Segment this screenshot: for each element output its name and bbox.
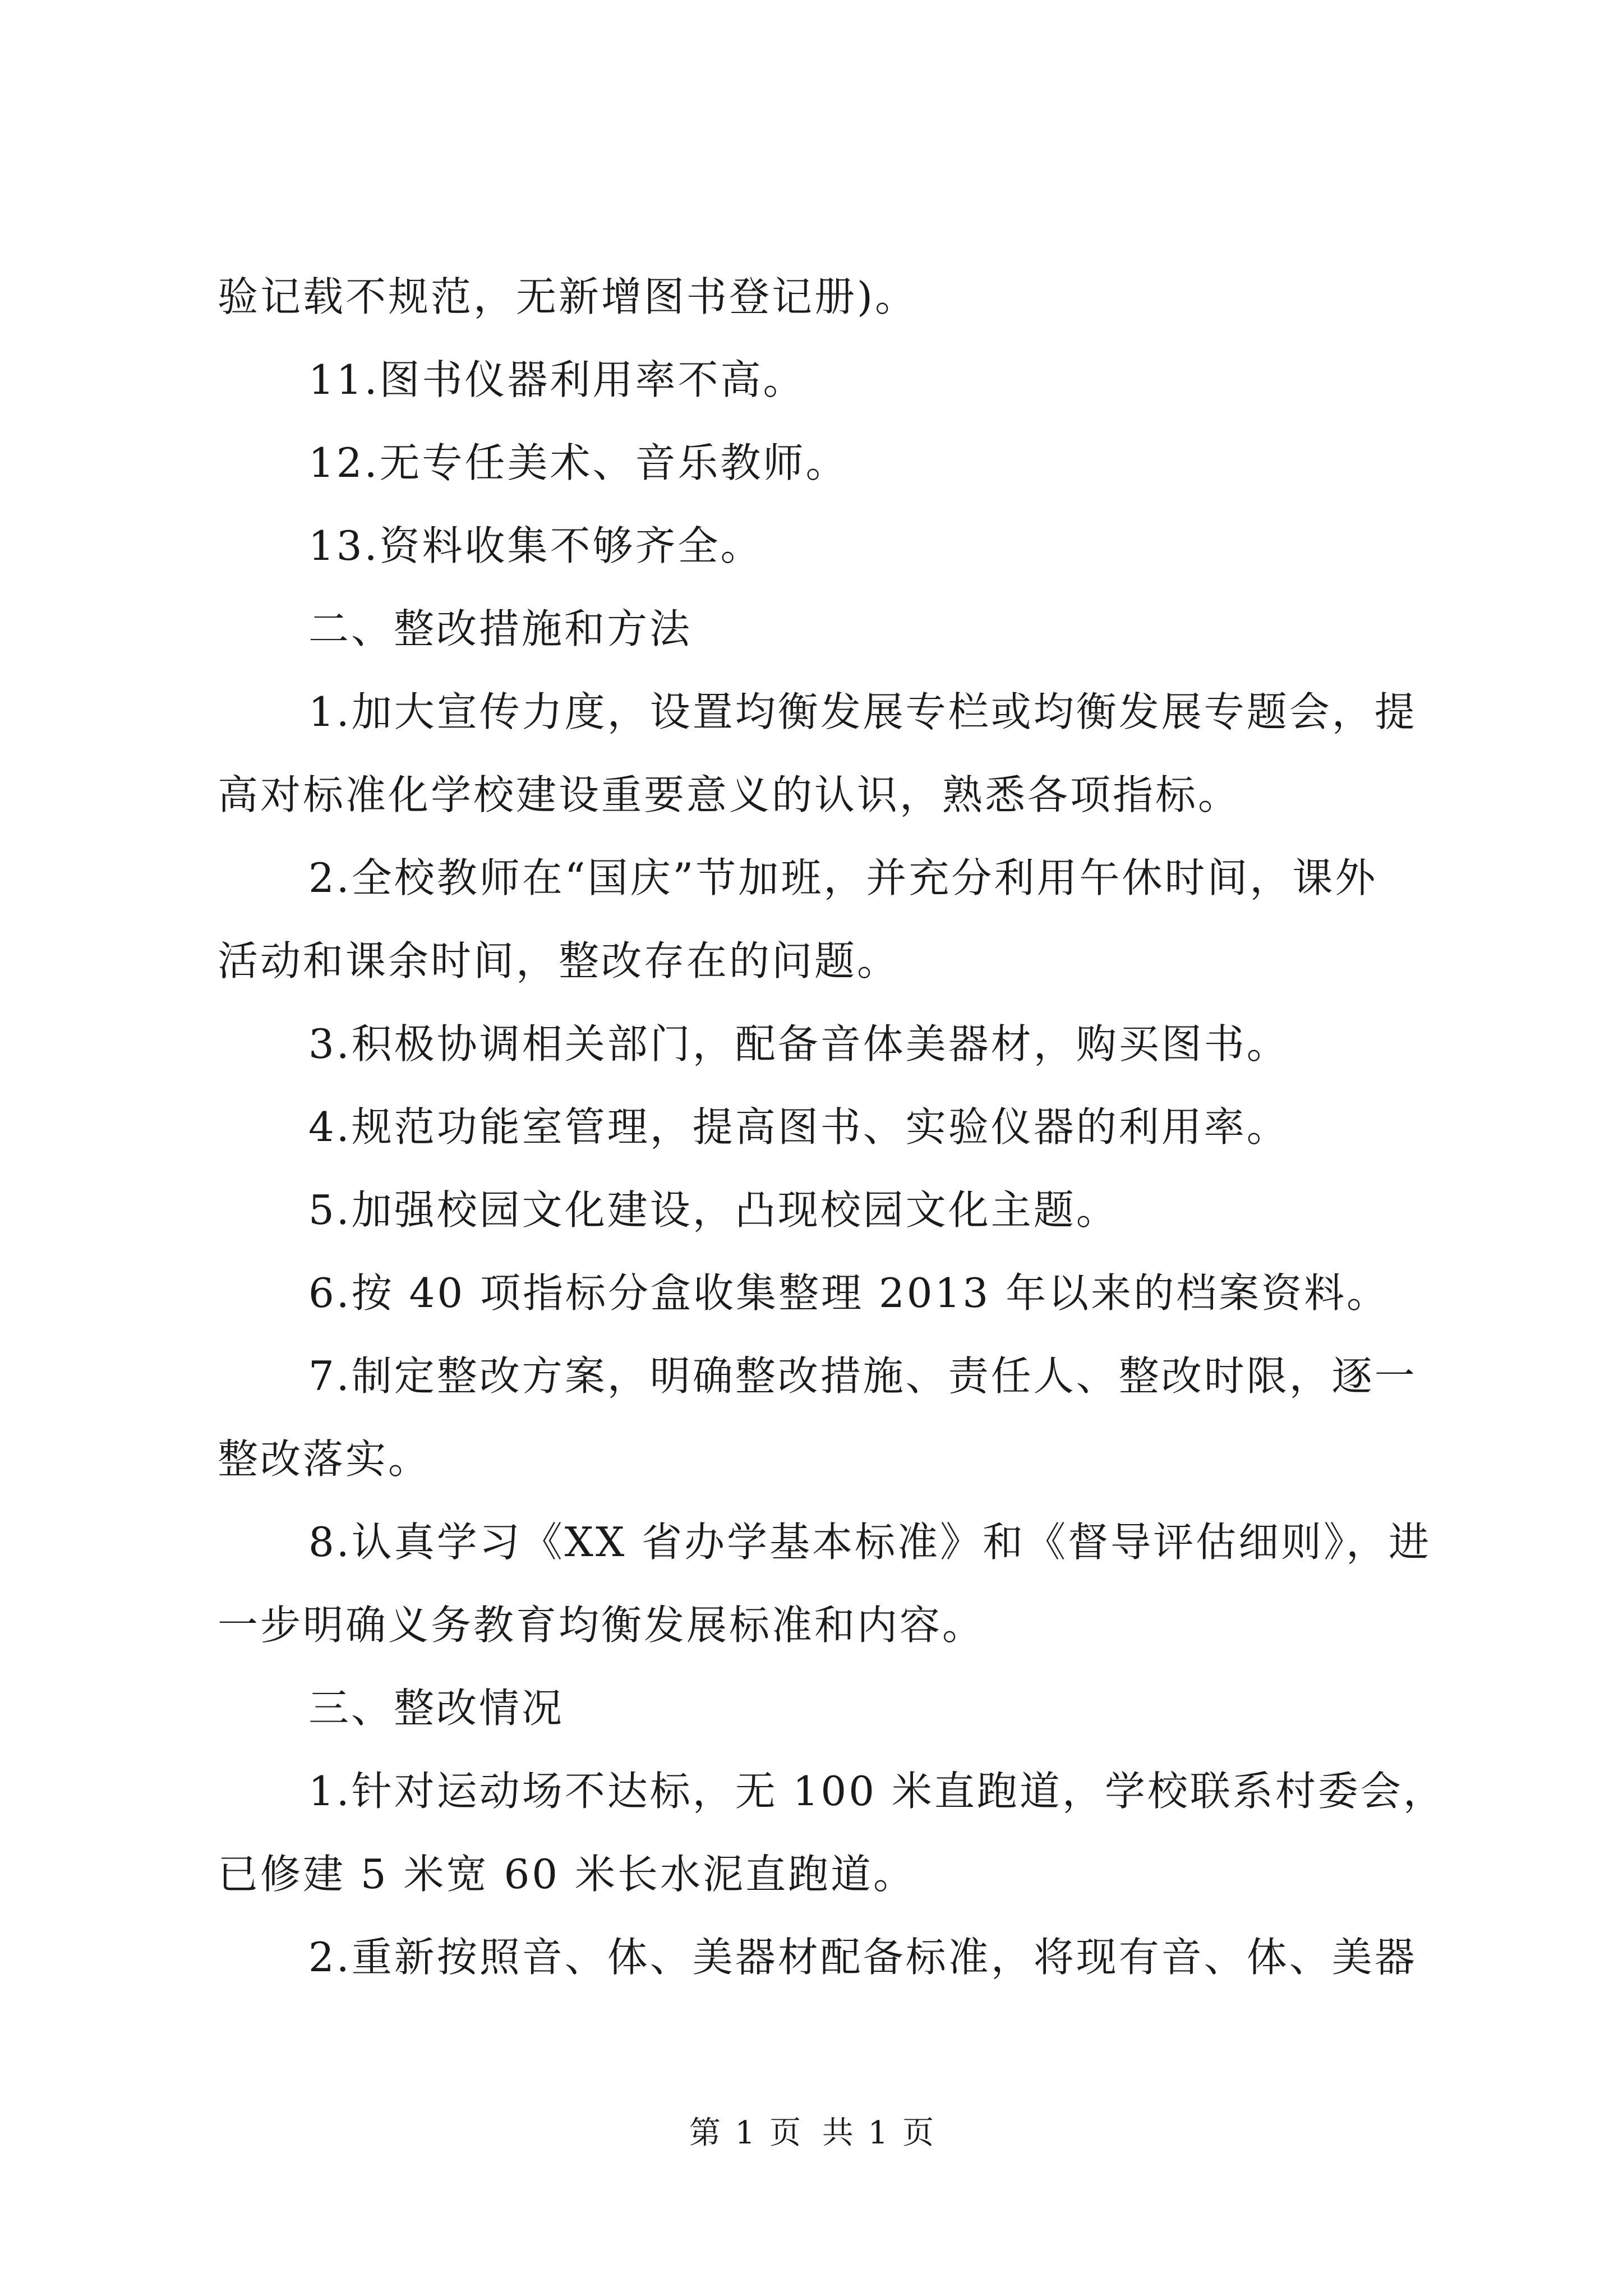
text-line: 高对标准化学校建设重要意义的认识，熟悉各项指标。 xyxy=(218,771,1241,818)
page-number: 第 1 页 xyxy=(689,2115,801,2151)
text-line: 8.认真学习《XX 省办学基本标准》和《督导评估细则》，进 xyxy=(308,1519,1432,1566)
text-line: 4.规范功能室管理，提高图书、实验仪器的利用率。 xyxy=(308,1103,1289,1151)
text-line: 12.无专任美术、音乐教师。 xyxy=(308,439,849,486)
text-line: 11.图书仪器利用率不高。 xyxy=(308,356,806,403)
section-heading: 三、整改情况 xyxy=(308,1685,565,1732)
text-line: 已修建 5 米宽 60 米长水泥直跑道。 xyxy=(218,1851,916,1898)
text-line: 6.按 40 项指标分盒收集整理 2013 年以来的档案资料。 xyxy=(308,1269,1390,1317)
text-line: 一步明确义务教育均衡发展标准和内容。 xyxy=(218,1602,985,1649)
section-heading: 二、整改措施和方法 xyxy=(308,605,693,652)
text-line: 2.全校教师在“国庆”节加班，并充分利用午休时间，课外 xyxy=(308,854,1378,901)
text-line: 1.针对运动场不达标，无 100 米直跑道，学校联系村委会， xyxy=(308,1768,1446,1815)
text-line: 整改落实。 xyxy=(218,1435,431,1483)
text-line: 3.积极协调相关部门，配备音体美器材，购买图书。 xyxy=(308,1020,1289,1068)
text-line: 1.加大宣传力度，设置均衡发展专栏或均衡发展专题会，提 xyxy=(308,688,1417,735)
page-footer xyxy=(0,2114,1623,2153)
page-total: 共 1 页 xyxy=(822,2115,934,2151)
text-line: 13.资料收集不够齐全。 xyxy=(308,522,763,569)
text-line: 验记载不规范，无新增图书登记册)。 xyxy=(218,273,918,320)
document-body xyxy=(218,255,1446,1999)
text-line: 2.重新按照音、体、美器材配备标准，将现有音、体、美器 xyxy=(308,1934,1417,1981)
text-line: 5.加强校园文化建设，凸现校园文化主题。 xyxy=(308,1186,1119,1234)
text-line: 7.制定整改方案，明确整改措施、责任人、整改时限，逐一 xyxy=(308,1352,1417,1400)
text-line: 活动和课余时间，整改存在的问题。 xyxy=(218,937,900,984)
